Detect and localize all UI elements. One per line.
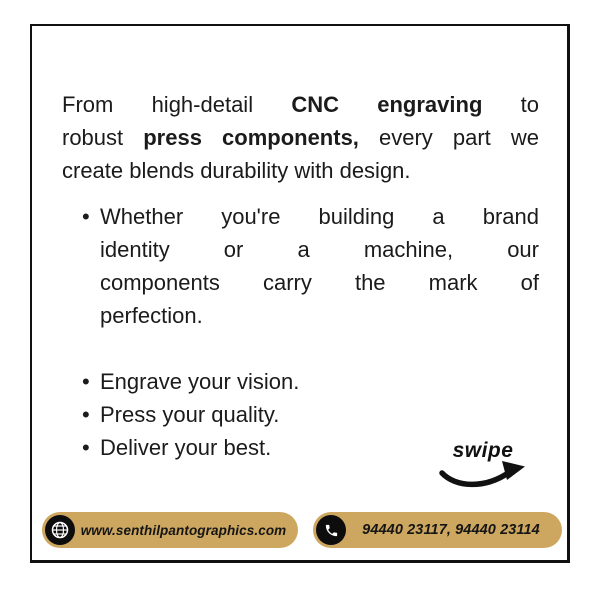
intro-paragraph: From high-detail CNC engraving to robust press components, every part we create blends durability with design. — [62, 92, 539, 183]
website-label: www.senthilpantographics.com — [80, 522, 287, 538]
swipe-label: swipe — [452, 439, 514, 462]
list-item — [82, 365, 539, 398]
swipe-indicator — [435, 439, 531, 491]
flyer-card — [30, 24, 570, 563]
website-pill[interactable] — [42, 512, 298, 548]
bullet-dot: • — [82, 402, 90, 427]
bullet-dot: • — [82, 435, 90, 460]
list-item — [82, 398, 539, 431]
swipe-arrow-icon — [439, 461, 527, 491]
bullet-dot: • — [82, 369, 90, 394]
phone-pill[interactable] — [313, 512, 562, 548]
main-bullet-item — [62, 200, 539, 332]
phone-icon — [316, 515, 346, 545]
tagline-text: Press your quality. — [100, 402, 280, 427]
bullet-dot: • — [82, 204, 90, 229]
tagline-text: Deliver your best. — [100, 435, 272, 460]
main-bullet-text: Whether you're building a brand identity or a machine, our components carry the mark of perfection. — [100, 204, 539, 328]
phone-label: 94440 23117, 94440 23114 — [362, 522, 540, 538]
card-content — [32, 26, 567, 464]
tagline-text: Engrave your vision. — [100, 369, 300, 394]
globe-icon — [45, 515, 75, 545]
